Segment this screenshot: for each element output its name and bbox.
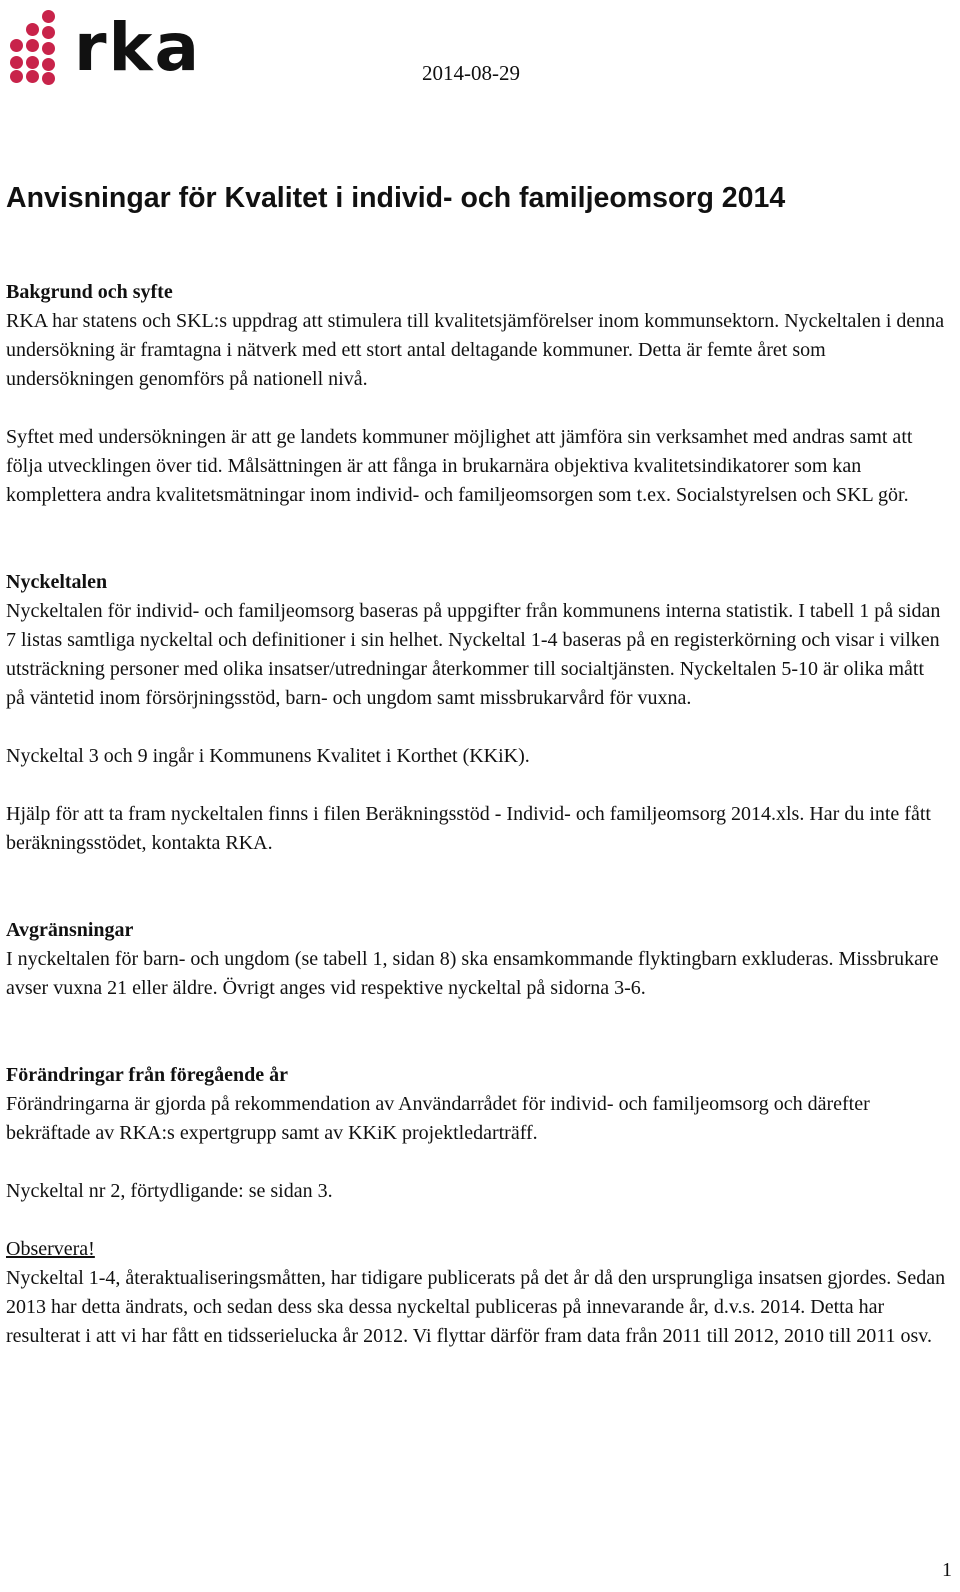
logo-wordmark: rka <box>74 9 201 86</box>
paragraph: Förändringarna är gjorda på rekommendation av Användarrådet för individ- och familjeomsorg och därefter bekräftade av RKA:s expertgrupp samt av KKiK projektledarträff. <box>6 1093 870 1144</box>
section-heading-nyckeltalen: Nyckeltalen <box>6 571 108 593</box>
paragraph: Nyckeltalen för individ- och familjeomsorg baseras på uppgifter från kommunens interna statistik. I tabell 1 på sidan 7 listas samtliga nyckeltal och definitioner i sin helhet. Nyckeltal 1-4 baseras på en registerkörning och visar i vilken utsträckning personer med olika insatser/utredningar återkommer till socialtjänsten. Nyckeltalen 5-10 är olika mått på väntetid inom försörjningsstöd, barn- och ungdom samt missbrukarvård för vuxna. <box>6 600 941 709</box>
paragraph: RKA har statens och SKL:s uppdrag att stimulera till kvalitetsjämförelser inom kommunsektorn. Nyckeltalen i denna undersökning är framtagna i nätverk med ett stort antal deltagande kommuner. Detta är femte året som undersökningen genomförs på nationell nivå. <box>6 310 945 390</box>
paragraph: Hjälp för att ta fram nyckeltalen finns i filen Beräkningsstöd - Individ- och familjeomsorg 2014.xls. Har du inte fått beräkningsstödet, kontakta RKA. <box>6 803 931 854</box>
section-heading-bakgrund: Bakgrund och syfte <box>6 281 173 303</box>
paragraph: Nyckeltal 1-4, återaktualiseringsmåtten, har tidigare publicerats på det år då den ursprungliga insatsen gjordes. Sedan 2013 har detta ändrats, och sedan dess ska dessa nyckeltal publiceras på innevarande år, d.v.s. 2014. Detta har resulterat i att vi har fått en tidsserielucka år 2012. Vi flyttar därför fram data från 2011 till 2012, 2010 till 2011 osv. <box>6 1267 946 1347</box>
rka-logo <box>4 6 201 88</box>
section-heading-avgransningar: Avgränsningar <box>6 919 134 941</box>
paragraph: Nyckeltal nr 2, förtydligande: se sidan 3. <box>6 1180 333 1202</box>
page-number: 1 <box>942 1559 952 1581</box>
section-heading-forandringar: Förändringar från föregående år <box>6 1064 289 1086</box>
document-date: 2014-08-29 <box>422 61 520 85</box>
paragraph: Syftet med undersökningen är att ge landets kommuner möjlighet att jämföra sin verksamhet med andras samt att följa utvecklingen över tid. Målsättningen är att fånga in brukarnära objektiva kvalitetsindikatorer som kan komplettera andra kvalitetsmätningar inom individ- och familjeomsorgen som t.ex. Socialstyrelsen och SKL gör. <box>6 426 913 506</box>
page-title: Anvisningar för Kvalitet i individ- och familjeomsorg 2014 <box>6 182 786 214</box>
document-body <box>6 278 946 1351</box>
logo-dots-icon <box>4 6 74 84</box>
paragraph: I nyckeltalen för barn- och ungdom (se tabell 1, sidan 8) ska ensamkommande flyktingbarn exkluderas. Missbrukare avser vuxna 21 eller äldre. Övrigt anges vid respektive nyckeltal på sidorna 3-6. <box>6 948 939 999</box>
paragraph: Nyckeltal 3 och 9 ingår i Kommunens Kvalitet i Korthet (KKiK). <box>6 745 530 767</box>
observera-label: Observera! <box>6 1238 95 1260</box>
